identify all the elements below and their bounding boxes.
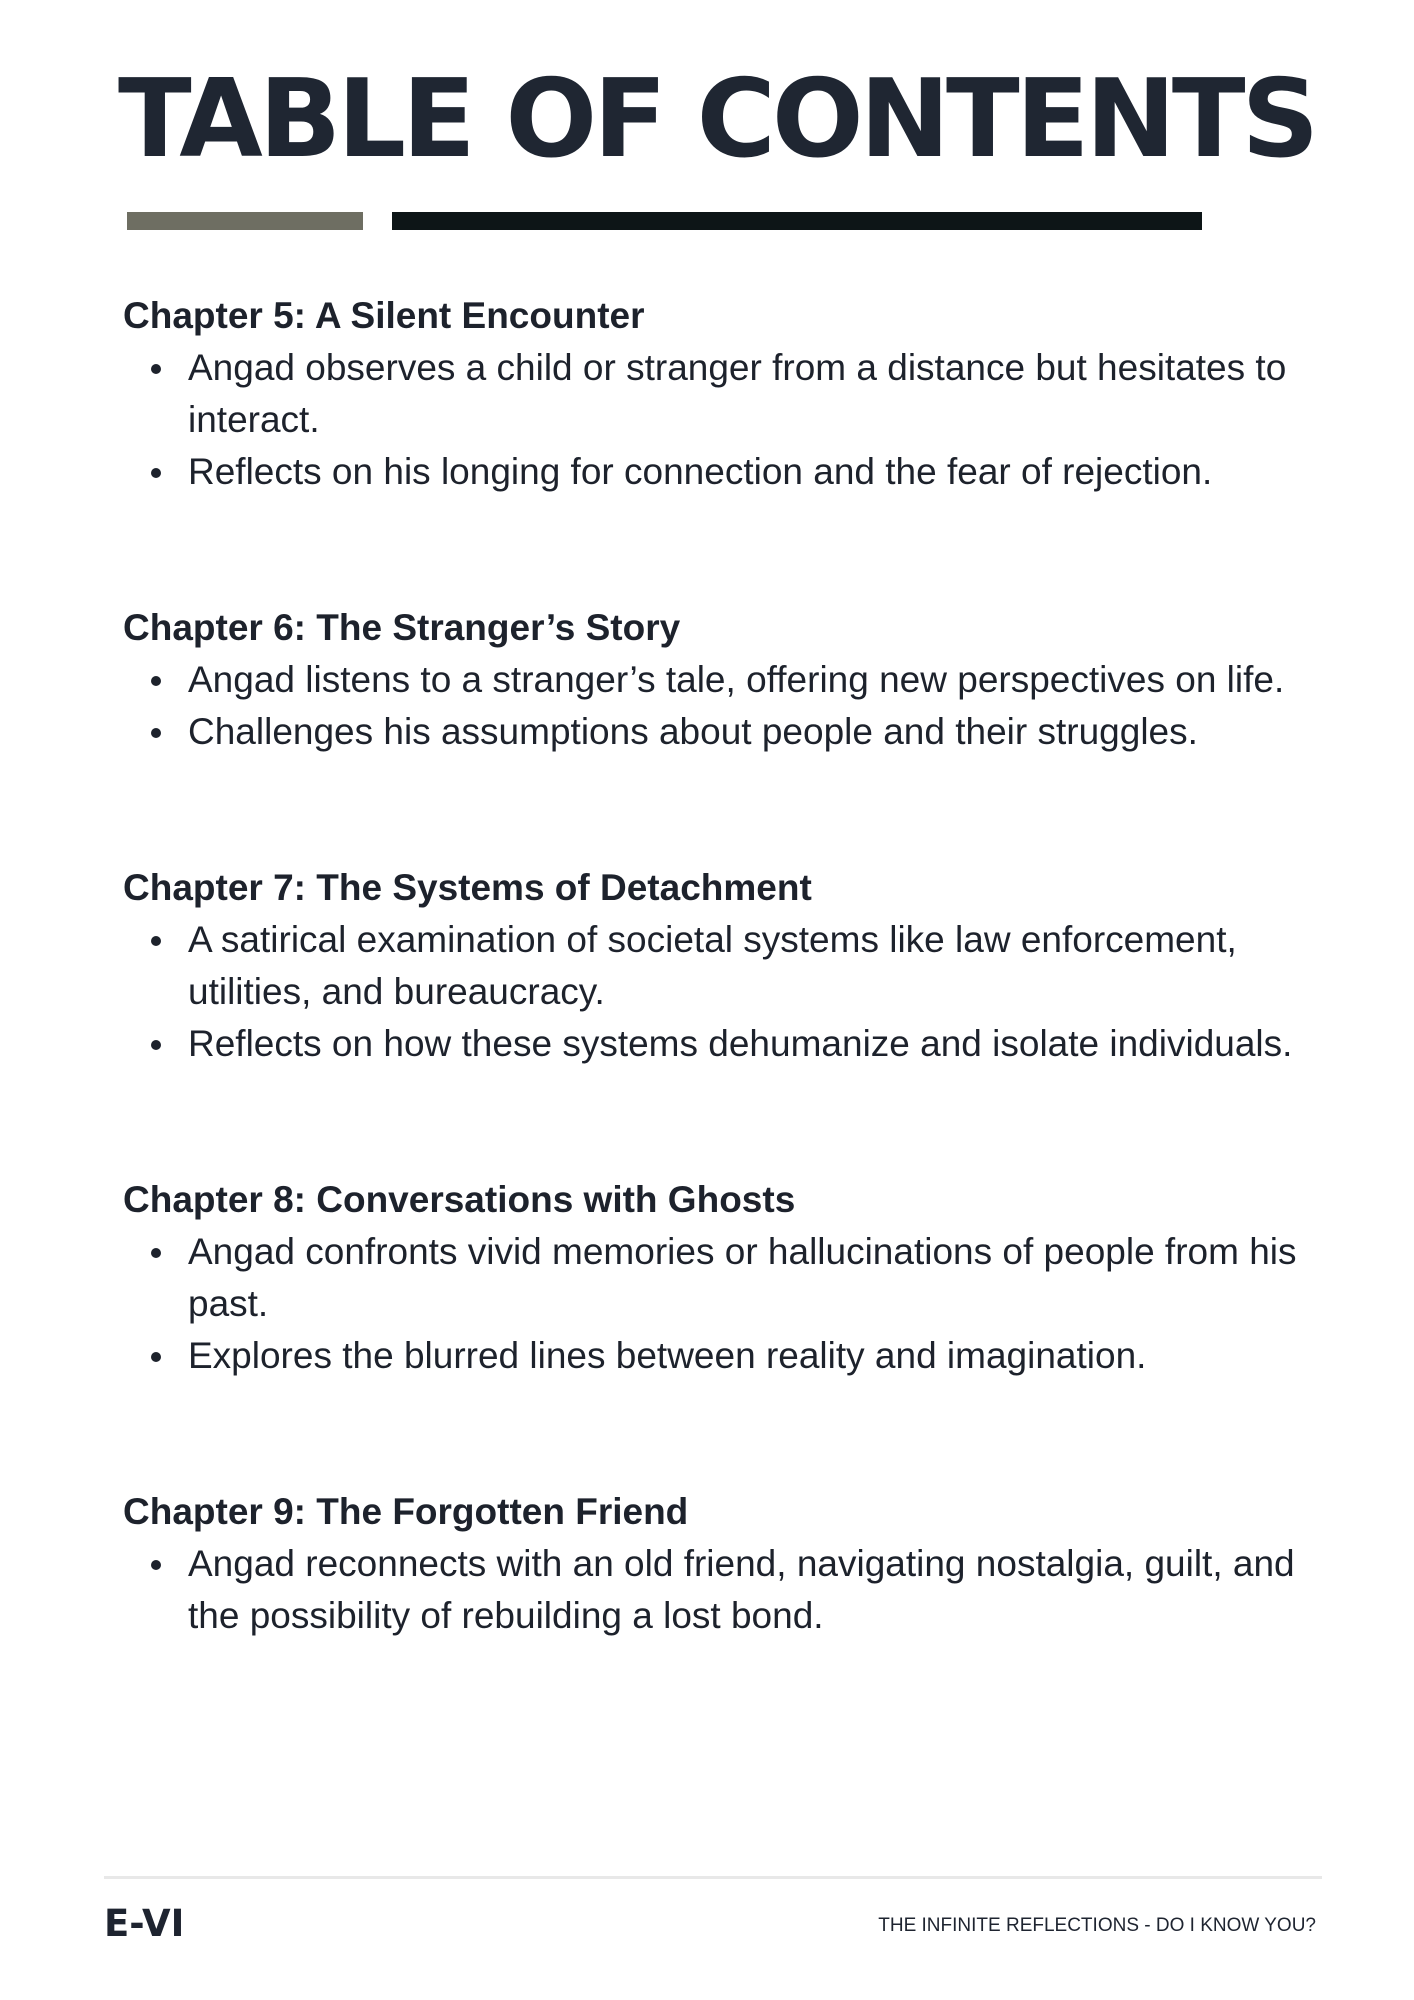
bullet-text: Explores the blurred lines between reality and imagination.: [188, 1335, 1147, 1376]
chapter-8-bullet-1: [123, 1226, 1343, 1330]
chapter-6-section: [123, 602, 1343, 758]
chapter-7-title: Chapter 7: The Systems of Detachment: [123, 867, 812, 908]
bullet-dot: [151, 1352, 161, 1362]
chapter-9-bullet-1: [123, 1538, 1343, 1642]
footer-book-title: THE INFINITE REFLECTIONS - DO I KNOW YOU?: [878, 1915, 1316, 1936]
chapter-8-bullets: [123, 1226, 1343, 1382]
bullet-dot: [151, 364, 161, 374]
chapter-6-bullet-1: [123, 654, 1343, 706]
bullet-dot: [151, 468, 161, 478]
chapter-9-bullets: [123, 1538, 1343, 1642]
bullet-text: A satirical examination of societal systems like law enforcement, utilities, and bureaucracy.: [188, 919, 1237, 1012]
page-number: E-VI: [104, 1902, 185, 1945]
chapter-7-bullet-2: [123, 1018, 1343, 1070]
chapter-5-bullet-2: [123, 446, 1343, 498]
chapter-8-section: [123, 1174, 1343, 1382]
chapter-9-title: Chapter 9: The Forgotten Friend: [123, 1491, 689, 1532]
chapter-5-bullets: [123, 342, 1343, 498]
bullet-text: Angad confronts vivid memories or hallucinations of people from his past.: [188, 1231, 1297, 1324]
chapter-5-section: [123, 290, 1343, 498]
bullet-dot: [151, 1560, 161, 1570]
page-title: TABLE OF CONTENTS: [118, 57, 1316, 182]
chapter-7-bullets: [123, 914, 1343, 1070]
chapter-9-section: [123, 1486, 1343, 1642]
chapter-6-bullet-2: [123, 706, 1343, 758]
bullet-text: Challenges his assumptions about people and their struggles.: [188, 711, 1198, 752]
bullet-text: Angad listens to a stranger’s tale, offering new perspectives on life.: [188, 659, 1285, 700]
bullet-dot: [151, 676, 161, 686]
bullet-text: Reflects on how these systems dehumanize and isolate individuals.: [188, 1023, 1293, 1064]
chapter-8-title: Chapter 8: Conversations with Ghosts: [123, 1179, 796, 1220]
bullet-text: Angad observes a child or stranger from a distance but hesitates to interact.: [188, 347, 1287, 440]
chapter-7-section: [123, 862, 1343, 1070]
chapter-list: [123, 290, 1343, 1642]
title-underline-accent: [127, 212, 363, 230]
footer-divider: [104, 1876, 1322, 1879]
bullet-text: Reflects on his longing for connection and the fear of rejection.: [188, 451, 1213, 492]
chapter-5-bullet-1: [123, 342, 1343, 446]
title-underline-bar: [392, 212, 1202, 230]
chapter-8-bullet-2: [123, 1330, 1343, 1382]
bullet-dot: [151, 728, 161, 738]
bullet-dot: [151, 936, 161, 946]
chapter-5-title: Chapter 5: A Silent Encounter: [123, 295, 645, 336]
chapter-6-title: Chapter 6: The Stranger’s Story: [123, 607, 681, 648]
chapter-7-bullet-1: [123, 914, 1343, 1018]
chapter-6-bullets: [123, 654, 1343, 758]
bullet-dot: [151, 1248, 161, 1258]
bullet-dot: [151, 1040, 161, 1050]
bullet-text: Angad reconnects with an old friend, navigating nostalgia, guilt, and the possibility of rebuilding a lost bond.: [188, 1543, 1295, 1636]
